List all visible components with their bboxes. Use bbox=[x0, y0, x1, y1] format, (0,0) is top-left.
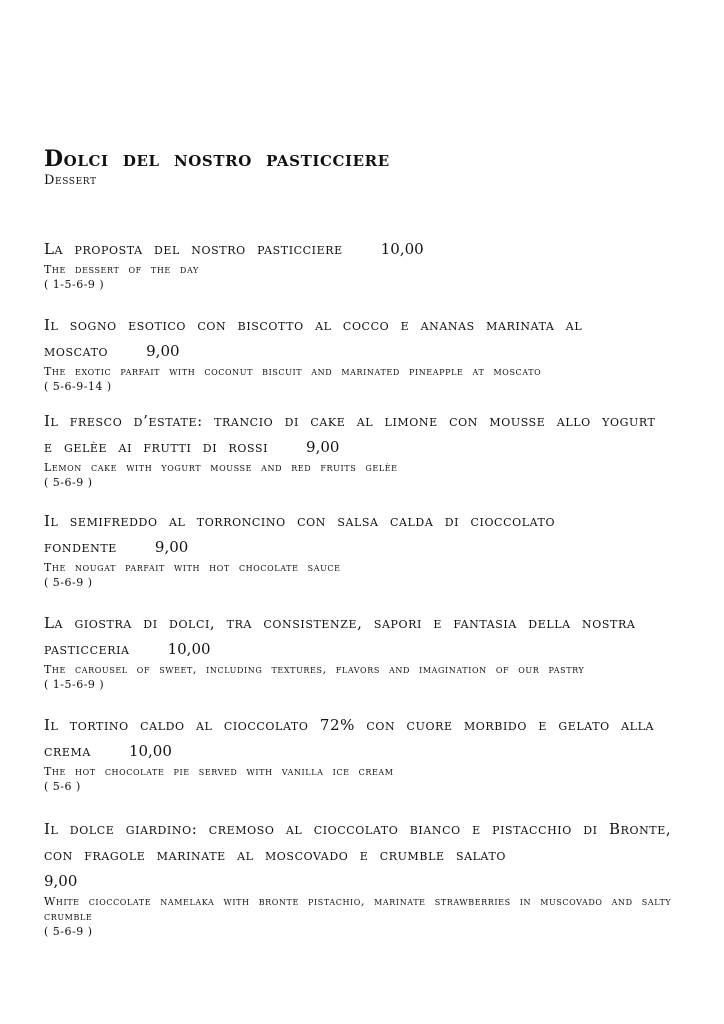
item-description: The dessert of the day bbox=[44, 263, 199, 276]
item-allergens: ( 5-6-9 ) bbox=[44, 925, 93, 938]
item-name: Il tortino caldo al cioccolato 72% con cuore morbido e gelato alla crema bbox=[44, 716, 655, 760]
item-price: 9,00 bbox=[146, 342, 180, 360]
item-allergens: ( 1-5-6-9 ) bbox=[44, 678, 105, 691]
item-description: The exotic parfait with coconut biscuit and marinated pineapple at moscato bbox=[44, 365, 542, 378]
menu-item bbox=[44, 312, 674, 394]
item-price: 10,00 bbox=[167, 640, 211, 658]
menu-item bbox=[44, 508, 674, 590]
page-subtitle: Dessert bbox=[44, 173, 97, 188]
item-allergens: ( 1-5-6-9 ) bbox=[44, 278, 105, 291]
item-description: White cioccolate namelaka with bronte pistachio, marinate strawberries in muscovado and salty crumble bbox=[44, 895, 672, 923]
page-title: Dolci del nostro pasticciere bbox=[44, 146, 390, 172]
item-name: La proposta del nostro pasticciere bbox=[44, 240, 343, 258]
menu-item bbox=[44, 408, 674, 490]
item-allergens: ( 5-6-9 ) bbox=[44, 476, 93, 489]
item-allergens: ( 5-6 ) bbox=[44, 780, 81, 793]
item-description: The carousel of sweet, including textures, flavors and imagination of our pastry bbox=[44, 663, 585, 676]
item-price: 9,00 bbox=[306, 438, 340, 456]
item-name: Il semifreddo al torroncino con salsa calda di cioccolato fondente bbox=[44, 512, 556, 556]
item-name: Il dolce giardino: cremoso al cioccolato bianco e pistacchio di Bronte, con fragole marinate al moscovado e crumble salato bbox=[44, 820, 672, 864]
menu-item bbox=[44, 816, 674, 939]
item-description: The hot chocolate pie served with vanilla ice cream bbox=[44, 765, 394, 778]
item-description: Lemon cake with yogurt mousse and red fruits gelèe bbox=[44, 461, 398, 474]
item-description: The nougat parfait with hot chocolate sauce bbox=[44, 561, 341, 574]
menu-item bbox=[44, 610, 674, 692]
menu-item bbox=[44, 712, 674, 794]
item-price: 9,00 bbox=[154, 538, 189, 556]
item-price: 10,00 bbox=[128, 742, 172, 760]
item-name: Il sogno esotico con biscotto al cocco e ananas marinata al moscato bbox=[44, 316, 583, 360]
menu-header bbox=[44, 146, 674, 190]
item-name: Il fresco d’estate: trancio di cake al limone con mousse allo yogurt e gelèe ai frutti di rossi bbox=[44, 412, 656, 456]
menu-item bbox=[44, 236, 674, 292]
item-price: 9,00 bbox=[44, 872, 78, 890]
item-allergens: ( 5-6-9 ) bbox=[44, 576, 93, 589]
item-allergens: ( 5-6-9-14 ) bbox=[44, 380, 112, 393]
item-name: La giostra di dolci, tra consistenze, sapori e fantasia della nostra pasticceria bbox=[44, 614, 636, 658]
item-price: 10,00 bbox=[380, 240, 424, 258]
